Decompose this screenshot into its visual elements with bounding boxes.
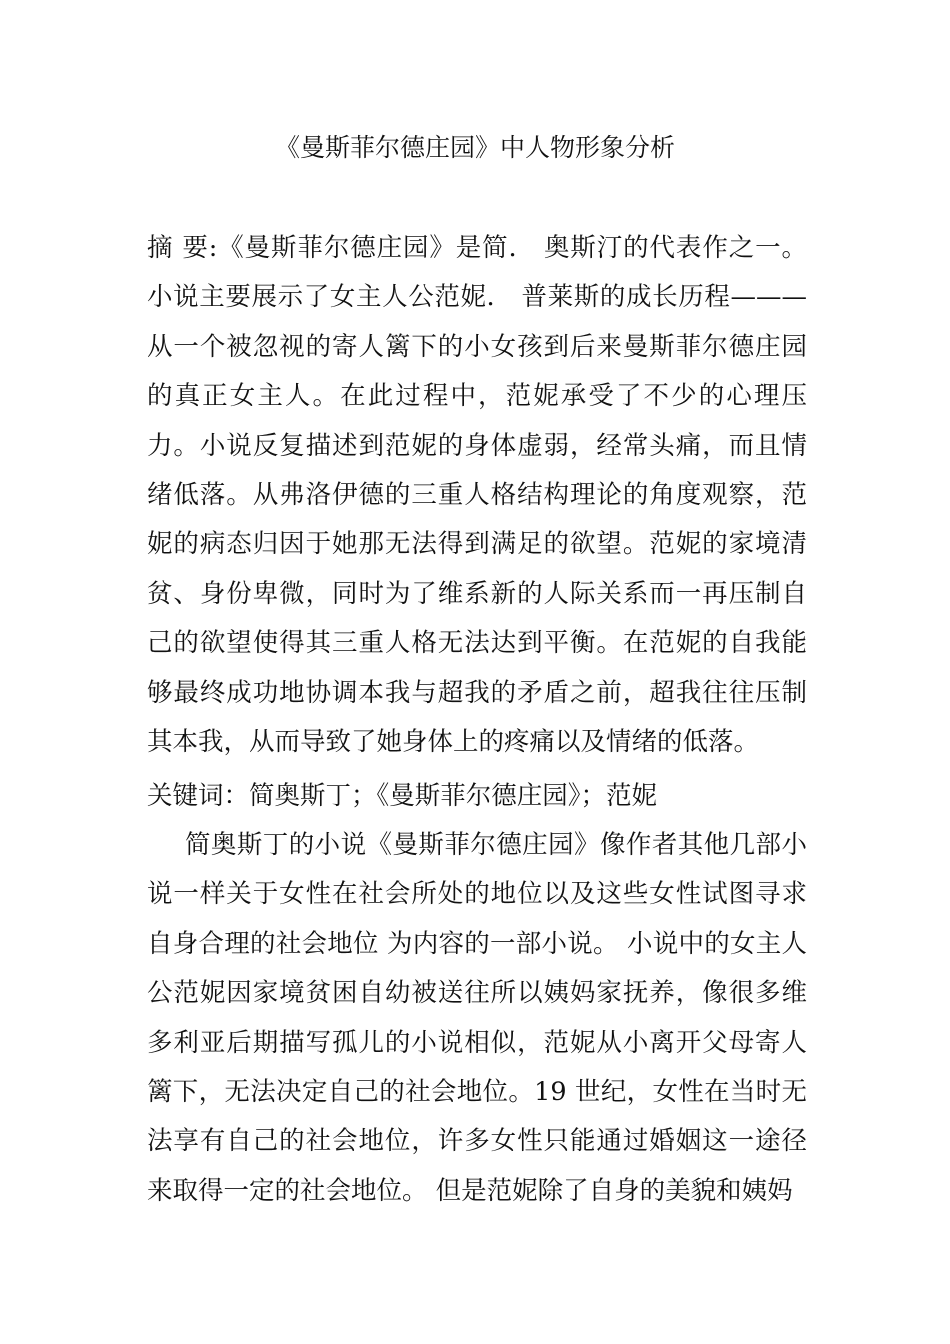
abstract-label: 摘 要: [147,233,218,263]
keywords-label: 关键词： [147,781,250,811]
abstract-text: 《曼斯菲尔德庄园》是简． 奥斯汀的代表作之一。小说主要展示了女主人公范妮． 普莱斯的成长历程———从一个被忽视的寄人篱下的小女孩到后来曼斯菲尔德庄园的真正女主人。在此过程中，范妮承受了不少的心理压力。小说反复描述到范妮的身体虚弱，经常头痛，而且情绪低落。从弗洛伊德的三重人格结构理论的角度观察，范妮的病态归因于她那无法得到满足的欲望。范妮的家境清贫、身份卑微，同时为了维系新的人际关系而一再压制自己的欲望使得其三重人格无法达到平衡。在范妮的自我能够最终成功地协调本我与超我的矛盾之前，超我往往压制其本我，从而导致了她身体上的疼痛以及情绪的低落。 [147,233,807,758]
document-title: 《曼斯菲尔德庄园》中人物形象分析 [274,133,675,162]
abstract-section [147,224,807,767]
keywords-section [147,772,807,821]
keywords-text: 简奥斯丁；《曼斯菲尔德庄园》；范妮 [249,781,658,811]
body-section [147,821,807,1216]
keywords-line [147,772,807,821]
body-paragraph: 简奥斯丁的小说《曼斯菲尔德庄园》像作者其他几部小说一样关于女性在社会所处的地位以及这些女性试图寻求自身合理的社会地位 为内容的一部小说。 小说中的女主人公范妮因家境贫困自幼被送往所以姨妈家抚养，像很多维多利亚后期描写孤儿的小说相似，范妮从小离开父母寄人篱下，无法决定自己的社会地位。19 世纪，女性在当时无法享有自己的社会地位，许多女性只能通过婚姻这一途径来取得一定的社会地位。 但是范妮除了自身的美貌和姨妈 [147,830,807,1206]
abstract-paragraph [147,224,807,767]
